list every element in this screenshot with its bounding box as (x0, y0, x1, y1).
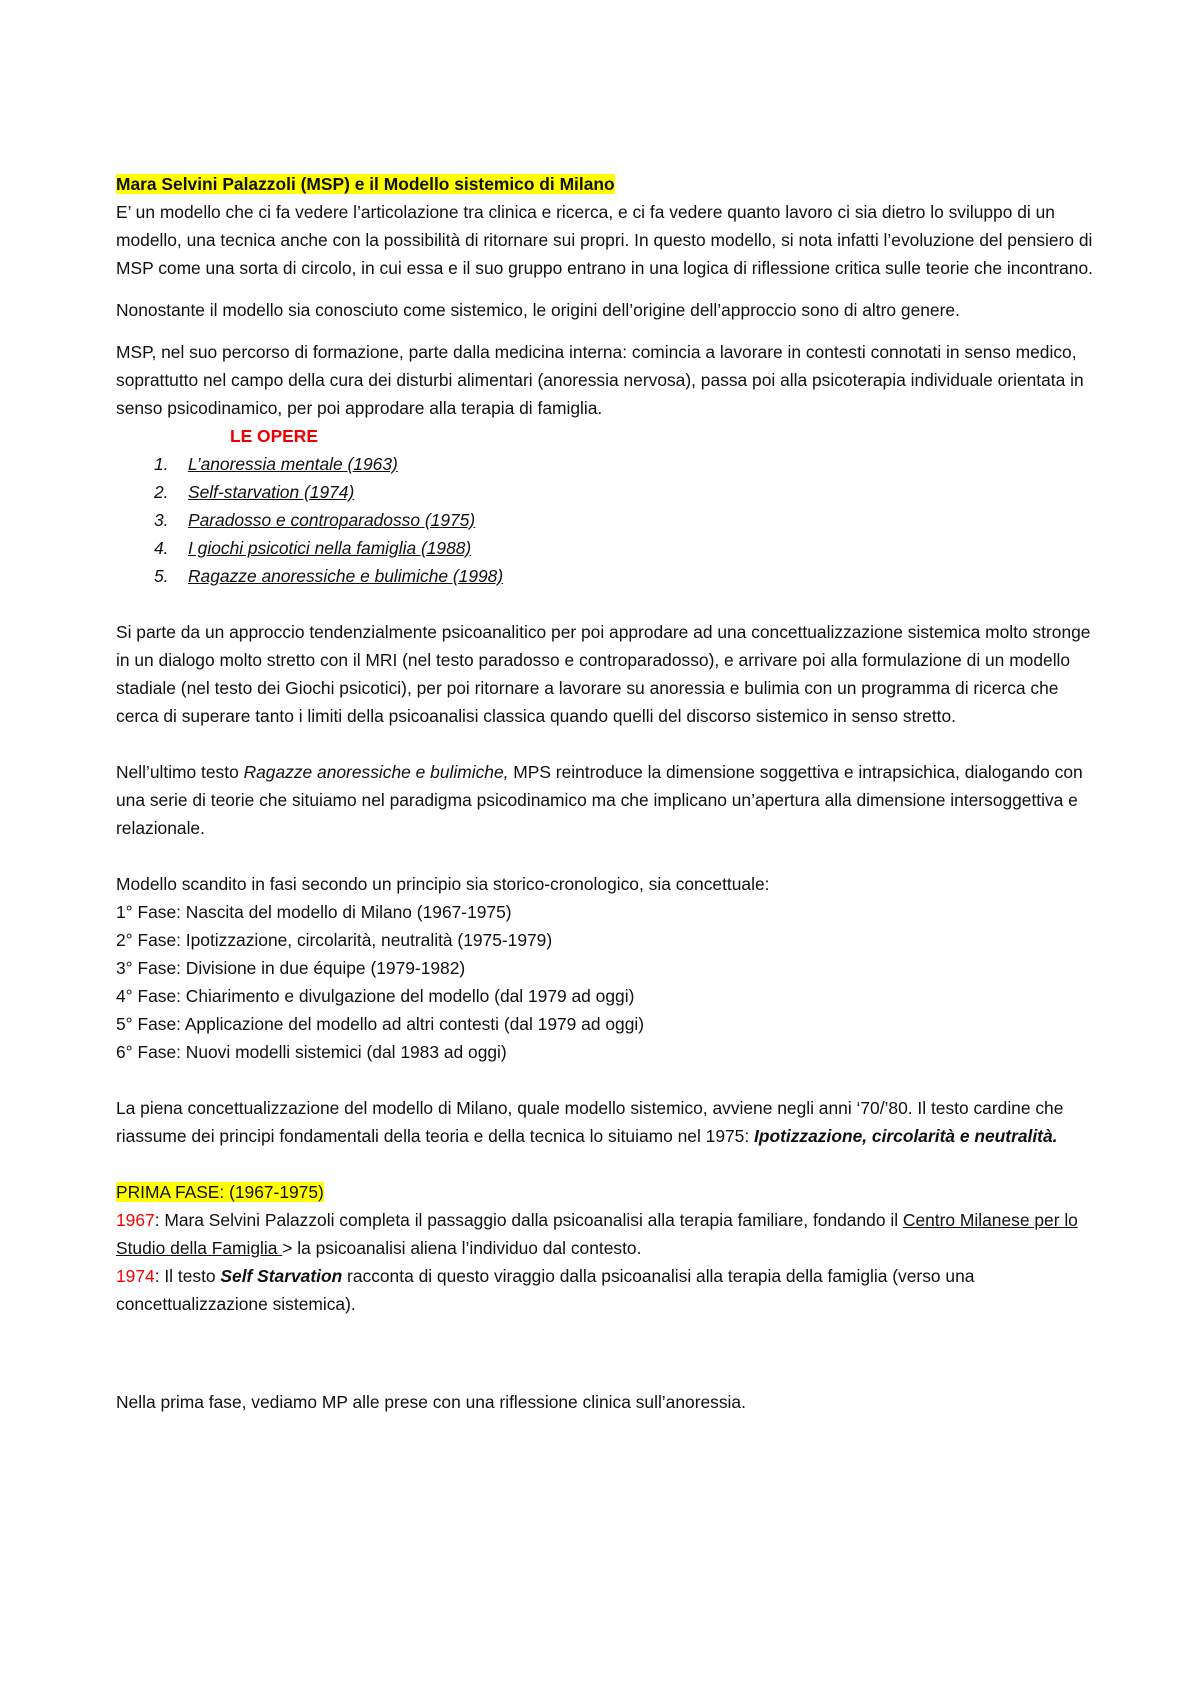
book-title: Ragazze anoressiche e bulimiche, (243, 762, 509, 782)
list-item: 4. I giochi psicotici nella famiglia (1988) (154, 538, 472, 558)
last-text-paragraph: Nell’ultimo testo Ragazze anoressiche e bulimiche, MPS reintroduce la dimensione soggettiva e intrapsichica, dialogando con una serie di teorie che situiamo nel paradigma psicodinamico ma che implicano un’apertura alla dimensione intersoggettiva e relazionale. (116, 762, 1083, 838)
work-title: Ragazze anoressiche e bulimiche (1998) (188, 566, 504, 586)
list-item: 1. L’anoressia mentale (1963) (154, 454, 398, 474)
work-title: I giochi psicotici nella famiglia (1988) (188, 538, 472, 558)
phase-line: 2° Fase: Ipotizzazione, circolarità, neutralità (1975-1979) (116, 930, 553, 950)
document-body (116, 170, 1096, 1416)
title-highlight: Mara Selvini Palazzoli (MSP) e il Modello sistemico di Milano (116, 174, 615, 194)
year-label: 1974 (116, 1266, 155, 1286)
list-item: 3. Paradosso e controparadosso (1975) (154, 510, 476, 530)
approach-paragraph: Si parte da un approccio tendenzialmente psicoanalitico per poi approdare ad una concettualizzazione sistemica molto stronge in un dialogo molto stretto con il MRI (nel testo paradosso e controparadosso), e arrivare poi alla formulazione di un modello stadiale (nel testo dei Giochi psicotici), per poi ritornare a lavorare su anoressia e bulimia con un programma di ricerca che cerca di superare tanto i limiti della psicoanalisi classica quando quelli del discorso sistemico in senso stretto. (116, 622, 1091, 726)
document-title (116, 170, 1096, 198)
book-title: Self Starvation (220, 1266, 343, 1286)
works-heading: LE OPERE (230, 426, 318, 446)
list-item: 2. Self-starvation (1974) (154, 482, 355, 502)
conceptualization-paragraph: La piena concettualizzazione del modello di Milano, quale modello sistemico, avviene negli anni ‘70/’80. Il testo cardine che riassume dei principi fondamentali della teoria e della tecnica lo situiamo nel 1975: Ipotizzazione, circolarità e neutralità. (116, 1098, 1064, 1146)
phase-line: 1° Fase: Nascita del modello di Milano (1967-1975) (116, 902, 512, 922)
list-item: 5. Ragazze anoressiche e bulimiche (1998) (154, 566, 504, 586)
event-1974: 1974: Il testo Self Starvation racconta di questo viraggio dalla psicoanalisi alla terapia della famiglia (verso una concettualizzazione sistemica). (116, 1266, 975, 1314)
key-text-title: Ipotizzazione, circolarità e neutralità. (754, 1126, 1058, 1146)
event-1967: 1967: Mara Selvini Palazzoli completa il passaggio dalla psicoanalisi alla terapia familiare, fondando il Centro Milanese per lo Studio della Famiglia > la psicoanalisi aliena l’individuo dal contesto. (116, 1210, 1078, 1258)
centro-milanese-link: Centro Milanese per lo Studio della Famiglia (116, 1210, 1078, 1258)
first-phase-heading: PRIMA FASE: (1967-1975) (116, 1182, 324, 1202)
year-label: 1967 (116, 1210, 155, 1230)
training-paragraph: MSP, nel suo percorso di formazione, parte dalla medicina interna: comincia a lavorare in contesti connotati in senso medico, soprattutto nel campo della cura dei disturbi alimentari (anoressia nervosa), passa poi alla psicoterapia individuale orientata in senso psicodinamico, per poi approdare alla terapia di famiglia. (116, 342, 1084, 418)
closing-paragraph: Nella prima fase, vediamo MP alle prese con una riflessione clinica sull’anoressia. (116, 1392, 746, 1412)
phase-line: 6° Fase: Nuovi modelli sistemici (dal 1983 ad oggi) (116, 1042, 507, 1062)
phases-intro: Modello scandito in fasi secondo un principio sia storico-cronologico, sia concettuale: (116, 874, 770, 894)
work-title: L’anoressia mentale (1963) (188, 454, 398, 474)
work-title: Self-starvation (1974) (188, 482, 355, 502)
origins-paragraph: Nonostante il modello sia conosciuto come sistemico, le origini dell’origine dell’approccio sono di altro genere. (116, 300, 960, 320)
phase-line: 3° Fase: Divisione in due équipe (1979-1982) (116, 958, 466, 978)
work-title: Paradosso e controparadosso (1975) (188, 510, 476, 530)
phase-line: 5° Fase: Applicazione del modello ad altri contesti (dal 1979 ad oggi) (116, 1014, 645, 1034)
works-list (116, 450, 1096, 590)
intro-paragraph: E’ un modello che ci fa vedere l’articolazione tra clinica e ricerca, e ci fa vedere quanto lavoro ci sia dietro lo sviluppo di un modello, una tecnica anche con la possibilità di ritornare sui propri. In questo modello, si nota infatti l’evoluzione del pensiero di MSP come una sorta di circolo, in cui essa e il suo gruppo entrano in una logica di riflessione critica sulle teorie che incontrano. (116, 202, 1093, 278)
phase-line: 4° Fase: Chiarimento e divulgazione del modello (dal 1979 ad oggi) (116, 986, 635, 1006)
